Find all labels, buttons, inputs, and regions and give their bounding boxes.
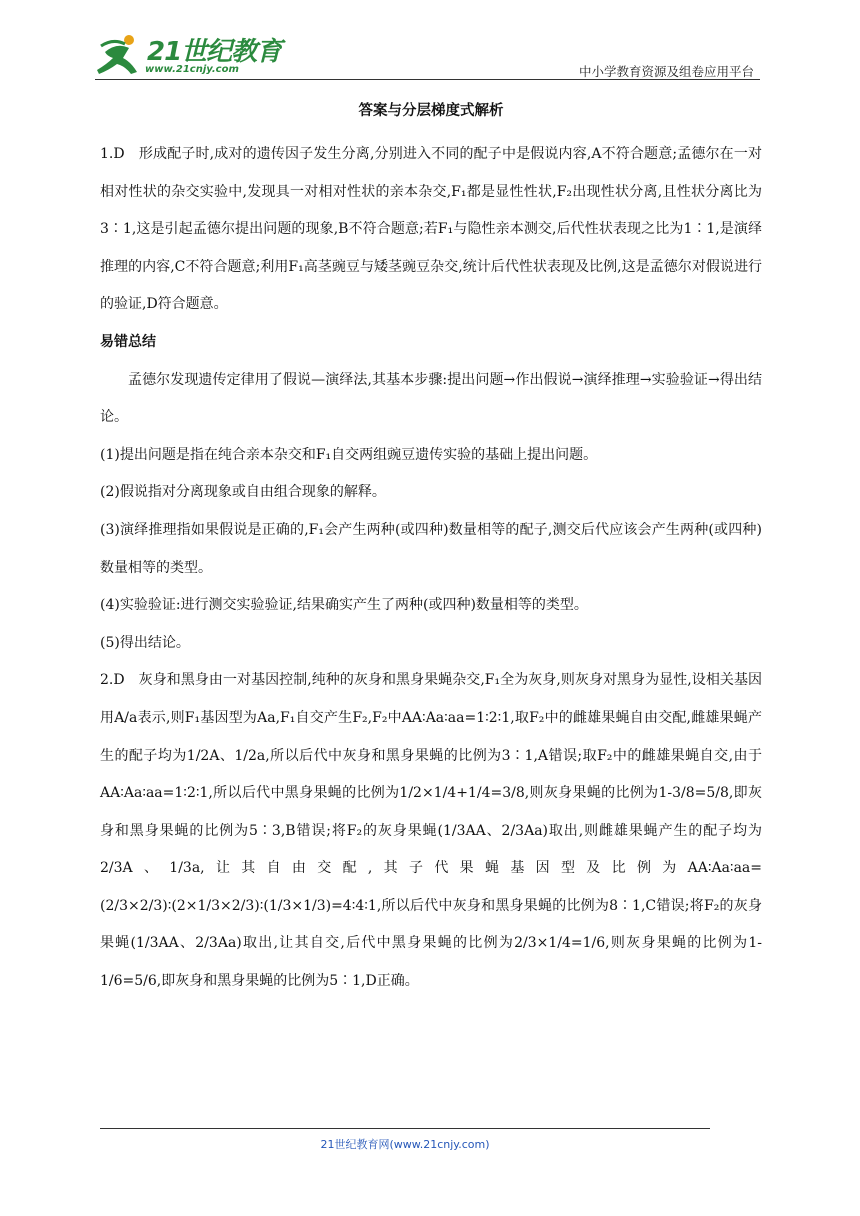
summary-item: (1)提出问题是指在纯合亲本杂交和F₁自交两组豌豆遗传实验的基础上提出问题。 [100, 446, 598, 463]
summary-item: (4)实验验证:进行测交实验验证,结果确实产生了两种(或四种)数量相等的类型。 [100, 597, 588, 614]
summary-item: (3)演绎推理指如果假说是正确的,F₁会产生两种(或四种)数量相等的配子,测交后代应该会产生两种(或四种)数量相等的类型。 [100, 521, 762, 576]
summary-intro: 孟德尔发现遗传定律用了假说—演绎法,其基本步骤:提出问题→作出假说→演绎推理→实验验证→得出结论。 [100, 371, 762, 426]
main-content [100, 100, 762, 1001]
footer-divider [100, 1128, 710, 1129]
summary-item: (2)假说指对分离现象或自由组合现象的解释。 [100, 484, 386, 501]
site-logo [95, 30, 295, 78]
summary-item: (5)得出结论。 [100, 634, 190, 651]
page-footer [0, 1136, 860, 1152]
platform-label: 中小学教育资源及组卷应用平台 [578, 64, 754, 79]
page-header [95, 30, 760, 82]
runner-logo-icon [95, 32, 145, 78]
answer-1: 1.D 形成配子时,成对的遗传因子发生分离,分别进入不同的配子中是假说内容,A不符合题意;孟德尔在一对相对性状的杂交实验中,发现具一对相对性状的亲本杂交,F₁都是显性性状,F₂出现性状分离,且性状分离比为3∶1,这是引起孟德尔提出问题的现象,B不符合题意;若F₁与隐性亲本测交,后代性状表现之比为1∶1,是演绎推理的内容,C不符合题意;利用F₁高茎豌豆与矮茎豌豆杂交,统计后代性状表现及比例,这是孟德尔对假说进行的验证,D符合题意。 [100, 146, 762, 313]
answer-2: 2.D 灰身和黑身由一对基因控制,纯种的灰身和黑身果蝇杂交,F₁全为灰身,则灰身对黑身为显性,设相关基因用A/a表示,则F₁基因型为Aa,F₁自交产生F₂,F₂中AA∶Aa∶aa=1∶2∶1,取F₂中的雌雄果蝇自由交配,雌雄果蝇产生的配子均为1/2A、1/2a,所以后代中灰身和黑身果蝇的比例为3∶1,A错误;取F₂中的雌雄果蝇自交,由于AA∶Aa∶aa=1∶2∶1,所以后代中黑身果蝇的比例为1/2×1/4+1/4=3/8,则灰身果蝇的比例为1-3/8=5/8,即灰身和黑身果蝇的比例为5∶3,B错误;将F₂的灰身果蝇(1/3AA、2/3Aa)取出,则雌雄果蝇产生的配子均为2/3A、1/3a,让其自由交配,其子代果蝇基因型及比例为AA∶Aa∶aa=(2/3×2/3)∶(2×1/3×2/3)∶(1/3×1/3)=4∶4∶1,所以后代中灰身和黑身果蝇的比例为8∶1,C错误;将F₂的灰身果蝇(1/3AA、2/3Aa)取出,让其自交,后代中黑身果蝇的比例为2/3×1/4=1/6,则灰身果蝇的比例为1-1/6=5/6,即灰身和黑身果蝇的比例为5∶1,D正确。 [100, 672, 762, 990]
page-title: 答案与分层梯度式解析 [358, 103, 504, 119]
header-divider [95, 79, 760, 80]
summary-heading: 易错总结 [100, 333, 156, 350]
logo-text: 21世纪教育 [147, 37, 282, 67]
logo-url: www.21cnjy.com [145, 64, 239, 75]
footer-link[interactable]: 21世纪教育网(www.21cnjy.com) [320, 1138, 490, 1151]
